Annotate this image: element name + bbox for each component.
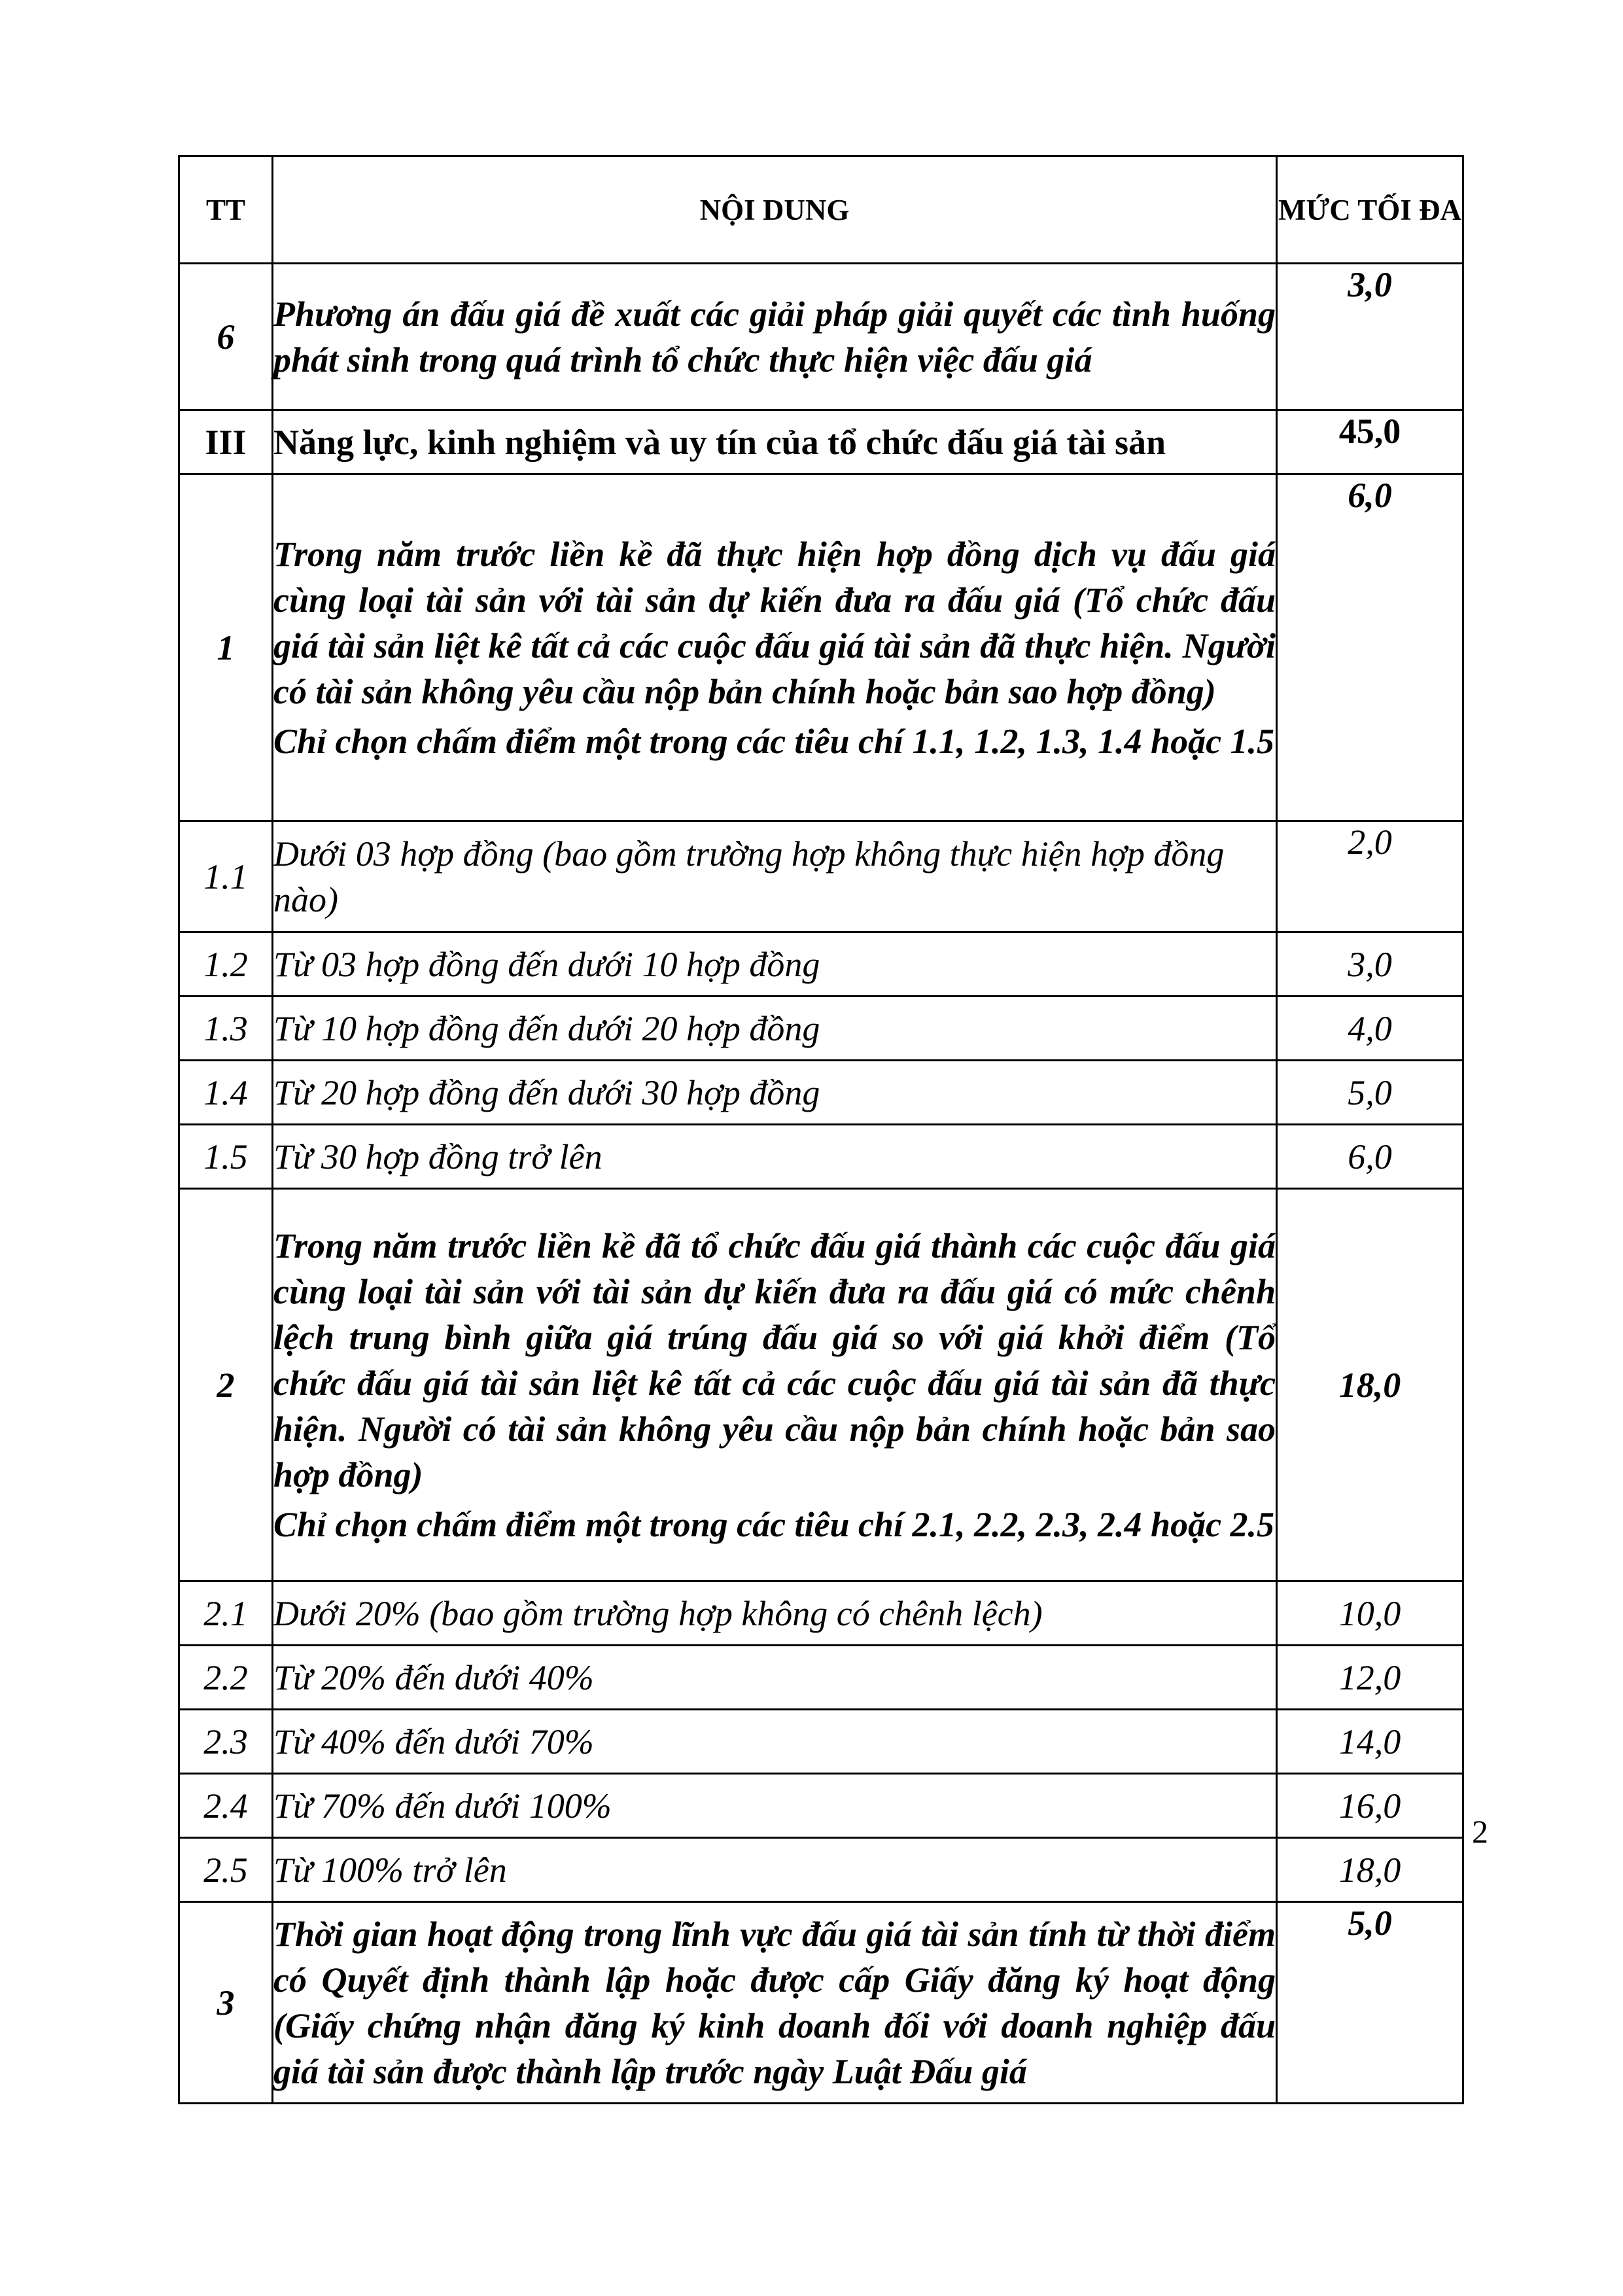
row-content-text: Thời gian hoạt động trong lĩnh vực đấu giá tài sản tính từ thời điểm có Quyết định thành lập hoặc được cấp Giấy đăng ký hoạt động (Giấy chứng nhận đăng ký kinh doanh đối với doanh nghiệp đấu giá tài sản được thành lập trước ngày Luật Đấu giá: [273, 1914, 1276, 2091]
row-content-text: Từ 70% đến dưới 100%: [273, 1786, 612, 1826]
row-content-text: Dưới 20% (bao gồm trường hợp không có chênh lệch): [273, 1593, 1043, 1633]
row-tt: 2.4: [179, 1774, 273, 1838]
row-content: [273, 474, 1277, 821]
header-max-score: MỨC TỐI ĐA: [1277, 156, 1463, 264]
row-max-score: 14,0: [1277, 1710, 1463, 1774]
table-row: [179, 821, 1463, 932]
row-content: [273, 264, 1277, 410]
table-row: [179, 1710, 1463, 1774]
table-row: [179, 264, 1463, 410]
row-content-text: Từ 100% trở lên: [273, 1850, 507, 1890]
page-number: 2: [1472, 1813, 1488, 1850]
row-tt: III: [179, 410, 273, 474]
row-content: [273, 932, 1277, 997]
row-tt: 6: [179, 264, 273, 410]
table-row: [179, 1061, 1463, 1125]
row-content: [273, 1189, 1277, 1581]
table-row: [179, 1189, 1463, 1581]
row-tt: 2.2: [179, 1646, 273, 1710]
row-content: [273, 410, 1277, 474]
row-max-score: 6,0: [1277, 474, 1463, 821]
table-row: [179, 1581, 1463, 1646]
row-content: [273, 821, 1277, 932]
row-max-score: 3,0: [1277, 932, 1463, 997]
row-max-score: 10,0: [1277, 1581, 1463, 1646]
row-max-score: 5,0: [1277, 1061, 1463, 1125]
row-max-score: 18,0: [1277, 1838, 1463, 1902]
row-content-text: Trong năm trước liền kề đã thực hiện hợp đồng dịch vụ đấu giá cùng loại tài sản với tài sản dự kiến đưa ra đấu giá (Tổ chức đấu giá tài sản liệt kê tất cả các cuộc đấu giá tài sản đã thực hiện. Người có tài sản không yêu cầu nộp bản chính hoặc bản sao hợp đồng): [273, 534, 1276, 711]
table-row: [179, 1125, 1463, 1189]
row-max-score: 3,0: [1277, 264, 1463, 410]
row-content-text: Từ 03 hợp đồng đến dưới 10 hợp đồng: [273, 944, 820, 984]
row-max-score: 4,0: [1277, 997, 1463, 1061]
row-tt: 1.5: [179, 1125, 273, 1189]
row-tt: 2.5: [179, 1838, 273, 1902]
row-max-score: 12,0: [1277, 1646, 1463, 1710]
table-row: [179, 1902, 1463, 2104]
row-tt: 2.3: [179, 1710, 273, 1774]
row-max-score: 2,0: [1277, 821, 1463, 932]
table-row: [179, 1646, 1463, 1710]
table-row: [179, 474, 1463, 821]
row-max-score: 6,0: [1277, 1125, 1463, 1189]
table-row: [179, 1774, 1463, 1838]
row-max-score: 16,0: [1277, 1774, 1463, 1838]
row-tt: 1.4: [179, 1061, 273, 1125]
row-content-note: Chỉ chọn chấm điểm một trong các tiêu chí 2.1, 2.2, 2.3, 2.4 hoặc 2.5: [273, 1504, 1275, 1544]
row-content: [273, 1902, 1277, 2104]
row-content: [273, 1125, 1277, 1189]
row-content-text: Trong năm trước liền kề đã tổ chức đấu giá thành các cuộc đấu giá cùng loại tài sản với tài sản dự kiến đưa ra đấu giá có mức chênh lệch trung bình giữa giá trúng đấu giá so với giá khởi điểm (Tổ chức đấu giá tài sản liệt kê tất cả các cuộc đấu giá tài sản đã thực hiện. Người có tài sản không yêu cầu nộp bản chính hoặc bản sao hợp đồng): [273, 1226, 1276, 1494]
row-tt: 1: [179, 474, 273, 821]
row-content: [273, 1774, 1277, 1838]
row-content-text: Năng lực, kinh nghiệm và uy tín của tổ chức đấu giá tài sản: [273, 422, 1166, 462]
row-tt: 1.2: [179, 932, 273, 997]
row-tt: 1.1: [179, 821, 273, 932]
row-content-text: Dưới 03 hợp đồng (bao gồm trường hợp không thực hiện hợp đồng nào): [273, 834, 1225, 919]
row-tt: 1.3: [179, 997, 273, 1061]
header-content: NỘI DUNG: [273, 156, 1277, 264]
row-content: [273, 1710, 1277, 1774]
table-row: [179, 997, 1463, 1061]
row-tt: 2.1: [179, 1581, 273, 1646]
row-tt: 2: [179, 1189, 273, 1581]
row-content-text: Từ 10 hợp đồng đến dưới 20 hợp đồng: [273, 1008, 820, 1048]
table-row: [179, 932, 1463, 997]
row-content: [273, 1838, 1277, 1902]
row-max-score: 18,0: [1277, 1189, 1463, 1581]
row-content-text: Từ 20% đến dưới 40%: [273, 1657, 594, 1697]
row-content: [273, 1646, 1277, 1710]
row-content-text: Từ 40% đến dưới 70%: [273, 1722, 594, 1761]
row-content-note: Chỉ chọn chấm điểm một trong các tiêu chí 1.1, 1.2, 1.3, 1.4 hoặc 1.5: [273, 721, 1275, 761]
scoring-criteria-table: [178, 155, 1464, 2104]
row-content-text: Phương án đấu giá đề xuất các giải pháp giải quyết các tình huống phát sinh trong quá trình tổ chức thực hiện việc đấu giá: [273, 294, 1276, 380]
row-content-text: Từ 20 hợp đồng đến dưới 30 hợp đồng: [273, 1072, 820, 1112]
row-content-text: Từ 30 hợp đồng trở lên: [273, 1137, 602, 1176]
table-row: [179, 1838, 1463, 1902]
row-content: [273, 1581, 1277, 1646]
row-max-score: 45,0: [1277, 410, 1463, 474]
row-max-score: 5,0: [1277, 1902, 1463, 2104]
row-content: [273, 997, 1277, 1061]
table-header-row: [179, 156, 1463, 264]
row-content: [273, 1061, 1277, 1125]
table-row: [179, 410, 1463, 474]
header-tt: TT: [179, 156, 273, 264]
row-tt: 3: [179, 1902, 273, 2104]
